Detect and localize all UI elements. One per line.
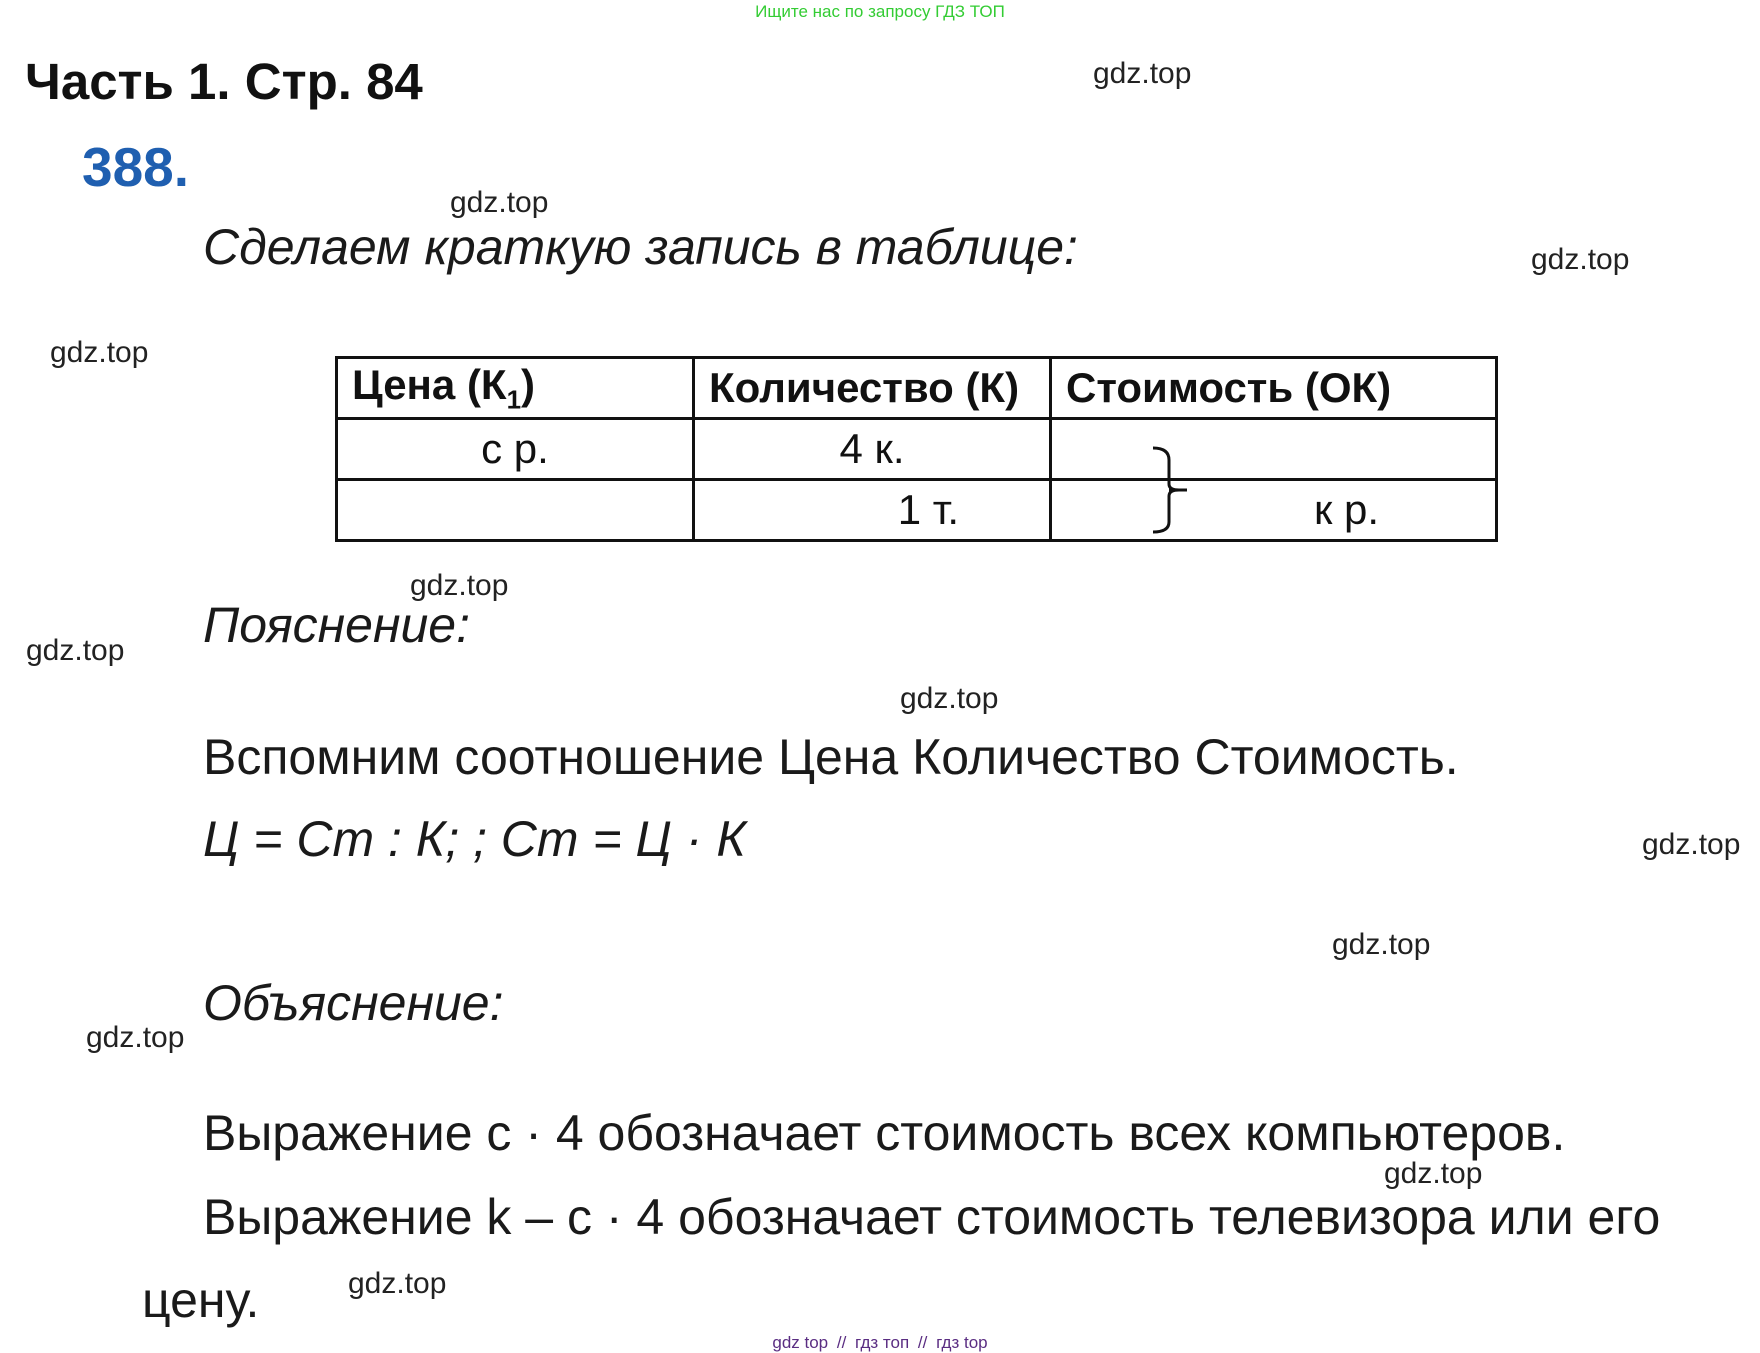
table-cell: 4 к. — [694, 419, 1051, 480]
table-cell: 1 т. — [694, 480, 1051, 541]
table-cell: к р. — [1051, 480, 1497, 541]
solution-line-1: Выражение с · 4 обозначает стоимость всех компьютеров. — [203, 1105, 1566, 1161]
watermark: gdz.top — [50, 336, 149, 369]
footer-separator: // — [836, 1333, 847, 1352]
solution-label: Объяснение: — [203, 975, 504, 1031]
relation-text: Вспомним соотношение Цена Количество Стоимость. — [203, 729, 1459, 785]
intro-text: Сделаем краткую запись в таблице: — [203, 219, 1078, 275]
solution-line-2: Выражение k – с · 4 обозначает стоимость телевизора или его — [203, 1189, 1661, 1245]
header-quantity: Количество (К) — [694, 358, 1051, 419]
footer-link[interactable]: гдз top — [936, 1333, 988, 1352]
watermark: gdz.top — [1093, 57, 1192, 90]
top-banner[interactable]: Ищите нас по запросу ГДЗ ТОП — [755, 2, 1005, 21]
solution-line-3: цену. — [142, 1272, 260, 1328]
footer-separator: // — [917, 1333, 928, 1352]
watermark: gdz.top — [900, 682, 999, 715]
footer-links — [0, 1333, 1760, 1353]
header-cost: Стоимость (ОК) — [1051, 358, 1497, 419]
footer-link[interactable]: гдз топ — [855, 1333, 910, 1352]
watermark: gdz.top — [1332, 928, 1431, 961]
explanation-label: Пояснение: — [203, 597, 470, 653]
table-cell — [1051, 419, 1497, 480]
table-cell — [337, 480, 694, 541]
watermark: gdz.top — [1384, 1157, 1483, 1190]
formula: Ц = Ст : К; ; Ст = Ц · К — [203, 811, 746, 867]
watermark: gdz.top — [1642, 828, 1741, 861]
watermark: gdz.top — [1531, 243, 1630, 276]
short-record-table — [335, 356, 1498, 542]
task-number: 388. — [82, 136, 190, 198]
table-cell: с р. — [337, 419, 694, 480]
page-heading: Часть 1. Стр. 84 — [25, 53, 423, 110]
watermark: gdz.top — [450, 186, 549, 219]
watermark: gdz.top — [410, 569, 509, 602]
watermark: gdz.top — [348, 1267, 447, 1300]
footer-link[interactable]: gdz top — [772, 1333, 829, 1352]
watermark: gdz.top — [86, 1021, 185, 1054]
curly-brace-icon — [1149, 444, 1189, 536]
table-row — [337, 480, 1497, 541]
table-header-row — [337, 358, 1497, 419]
table-row — [337, 419, 1497, 480]
watermark: gdz.top — [26, 634, 125, 667]
header-price: Цена $(К_1)$ — [337, 358, 694, 419]
